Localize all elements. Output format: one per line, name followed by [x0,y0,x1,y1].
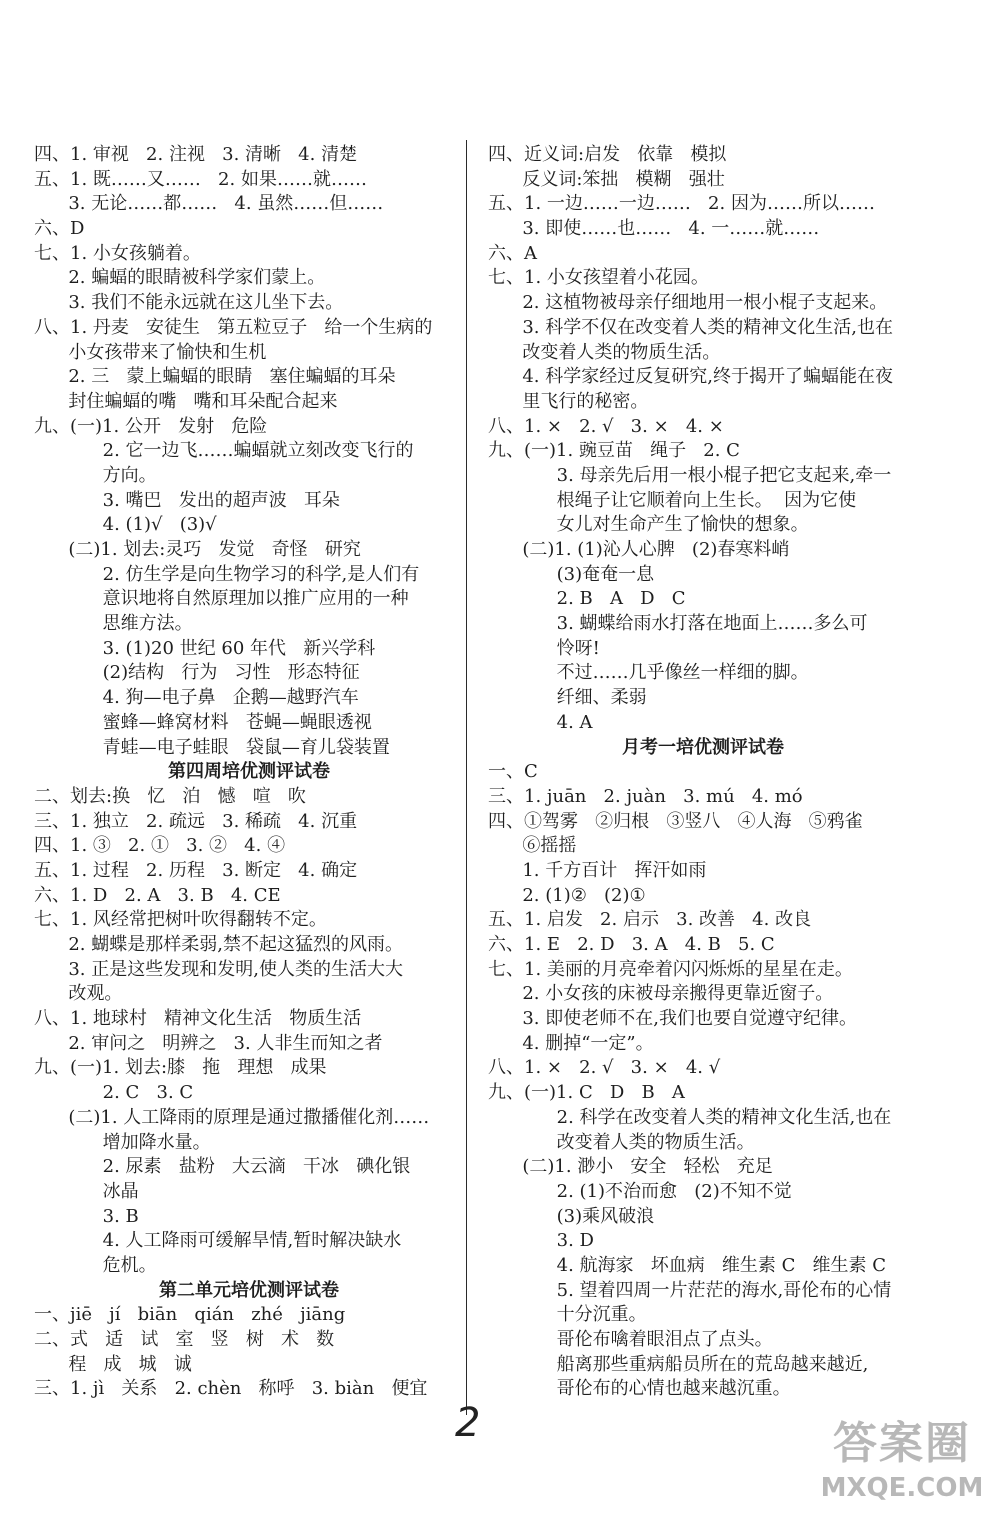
answer-line: 五、1. 启发 2. 启示 3. 改善 4. 改良 [488,909,812,931]
answer-line: 三、1. juān 2. juàn 3. mú 4. mó [488,785,803,807]
answer-line: 3. 嘴巴 发出的超声波 耳朵 [34,489,340,511]
answer-line: 2. C 3. C [34,1082,194,1104]
answer-line: 4. 人工降雨可缓解旱情,暂时解决缺水 [34,1230,402,1252]
answer-line: 2. (1)不治而愈 (2)不知不觉 [488,1180,792,1202]
answer-line: (2)结构 行为 习性 形态特征 [34,662,360,684]
answer-line: (二)1. 划去:灵巧 发觉 奇怪 研究 [34,539,361,560]
answer-line: 九、(一)1. 划去:膝 拖 理想 成果 [34,1057,327,1079]
answer-line: 2. 蝙蝠的眼睛被科学家们蒙上。 [34,267,326,289]
answer-line: 4. 科学家经过反复研究,终于揭开了蝙蝠能在夜 [488,366,893,388]
answer-line: 九、(一)1. 豌豆苗 绳子 2. C [488,440,740,462]
answer-line: 3. 即使……也…… 4. 一……就…… [488,218,820,240]
answer-line: 4. A [488,711,593,733]
answer-line: 增加降水量。 [34,1131,211,1153]
left-column [34,143,464,1402]
answer-line: (二)1. (1)沁人心脾 (2)春寒料峭 [488,539,790,560]
answer-line: 改变着人类的物质生活。 [488,341,721,363]
section-heading: 月考一培优测评试卷 [622,736,784,758]
answer-line: 八、1. 地球村 精神文化生活 物质生活 [34,1008,362,1030]
answer-line: 5. 望着四周一片茫茫的海水,哥伦布的心情 [488,1279,892,1301]
answer-line: 哥伦布噙着眼泪点了点头。 [488,1329,773,1350]
answer-line: 八、1. × 2. √ 3. × 4. × [488,415,724,437]
answer-line: 四、近义词:启发 依靠 模拟 [488,144,727,165]
section-heading: 第四周培优测评试卷 [168,761,330,783]
answer-line: 六、1. E 2. D 3. A 4. B 5. C [488,934,775,955]
answer-line: 女儿对生命产生了愉快的想象。 [488,514,809,536]
answer-line: 九、(一)1. C D B A [488,1082,685,1104]
answer-line: 2. 小女孩的床被母亲搬得更靠近窗子。 [488,983,834,1005]
answer-line: 船离那些重病船员所在的荒岛越来越近, [488,1353,869,1375]
answer-line: 不过……几乎像丝一样细的脚。 [488,662,809,684]
answer-line: (3)奄奄一息 [488,563,655,585]
answer-line: 2. 仿生学是向生物学习的科学,是人们有 [34,563,420,585]
answer-line: 2. 这植物被母亲仔细地用一根小棍子支起来。 [488,292,888,314]
answer-line: 4. 删掉“一定”。 [488,1032,654,1054]
answer-line: 1. 千方百计 挥汗如雨 [488,859,707,881]
answer-line: 2. 科学在改变着人类的精神文化生活,也在 [488,1106,892,1128]
answer-line: 2. (1)② (2)① [488,884,646,906]
answer-line: (3)乘风破浪 [488,1205,655,1227]
answer-line: 意识地将自然原理加以推广应用的一种 [34,588,409,610]
answer-line: 反义词:笨拙 模糊 强壮 [488,168,725,190]
answer-line: 2. 审问之 明辨之 3. 人非生而知之者 [34,1032,383,1054]
answer-line: 思维方法。 [34,613,193,635]
answer-line: 2. 它一边飞……蝙蝠就立刻改变飞行的 [34,440,414,462]
answer-line: 三、1. jì 关系 2. chèn 称呼 3. biàn 便宜 [34,1378,428,1400]
answer-line: 八、1. × 2. √ 3. × 4. √ [488,1057,721,1079]
answer-line: 七、1. 小女孩躺着。 [34,242,201,264]
answer-line: 五、1. 过程 2. 历程 3. 断定 4. 确定 [34,859,358,881]
answer-line: 七、1. 美丽的月亮牵着闪闪烁烁的星星在走。 [488,958,853,980]
answer-line: 3. B [34,1205,139,1227]
answer-line: 改观。 [34,983,123,1005]
page-number: 2 [455,1400,481,1446]
answer-line: 九、(一)1. 公开 发射 危险 [34,415,268,437]
answer-line: 怜呀! [488,637,600,659]
answer-line: 小女孩带来了愉快和生机 [34,341,267,363]
answer-line: 3. 即使老师不在,我们也要自觉遵守纪律。 [488,1008,857,1030]
answer-line: 封住蝙蝠的嘴 嘴和耳朵配合起来 [34,390,338,412]
answer-line: 2. 三 蒙上蝙蝠的眼睛 塞住蝙蝠的耳朵 [34,366,396,388]
answer-line: 五、1. 既……又…… 2. 如果……就…… [34,168,367,190]
answer-line: 3. 科学不仅在改变着人类的精神文化生活,也在 [488,316,893,338]
answer-line: 2. B A D C [488,588,686,610]
right-column [488,143,918,1402]
answer-line: 冰晶 [34,1180,139,1202]
answer-line: 六、1. D 2. A 3. B 4. CE [34,884,281,906]
answer-line: 八、1. 丹麦 安徒生 第五粒豆子 给一个生病的 [34,316,433,338]
answer-line: 六、A [488,242,537,264]
answer-line: 危机。 [34,1254,157,1276]
answer-line: 七、1. 风经常把树叶吹得翻转不定。 [34,909,327,931]
answer-line: 二、划去:换 忆 泊 憾 喧 吹 [34,785,306,807]
answer-line: 3. 母亲先后用一根小棍子把它支起来,牵一 [488,464,892,486]
answer-line: 3. D [488,1230,594,1252]
column-divider [466,140,467,1415]
answer-line: 2. 蝴蝶是那样柔弱,禁不起这猛烈的风雨。 [34,934,403,955]
answer-line: 3. 正是这些发现和发明,使人类的生活大大 [34,958,403,980]
watermark-domain: MXQE.COM [820,1473,984,1503]
answer-line: 根绳子让它顺着向上生长。 因为它使 [488,489,857,511]
answer-line: 四、1. ③ 2. ① 3. ② 4. ④ [34,835,286,857]
answer-line: 蜜蜂—蜂窝材料 苍蝇—蝇眼透视 [34,711,372,733]
answer-line: 六、D [34,218,85,240]
answer-line: 3. 无论……都…… 4. 虽然……但…… [34,193,384,215]
answer-line: 改变着人类的物质生活。 [488,1131,755,1153]
answer-line: (二)1. 渺小 安全 轻松 充足 [488,1156,773,1178]
answer-line: 四、①驾雾 ②归根 ③竖八 ④人海 ⑤鸦雀 [488,810,863,832]
answer-line: 七、1. 小女孩望着小花园。 [488,267,709,289]
answer-line: 十分沉重。 [488,1304,647,1326]
answer-line: 里飞行的秘密。 [488,390,649,412]
answer-line: 方向。 [34,464,157,486]
answer-line: 程 成 城 诚 [34,1353,192,1375]
answer-line: 四、1. 审视 2. 注视 3. 清晰 4. 清楚 [34,144,358,165]
answer-line: 五、1. 一边……一边…… 2. 因为……所以…… [488,193,875,215]
answer-line: 4. 狗—电子鼻 企鹅—越野汽车 [34,687,359,709]
watermark-logo [812,1415,992,1510]
answer-line: 3. 我们不能永远就在这儿坐下去。 [34,292,344,314]
answer-line: 青蛙—电子蛙眼 袋鼠—育儿袋装置 [34,736,390,758]
answer-line: 哥伦布的心情也越来越沉重。 [488,1378,791,1400]
answer-line: 4. 航海家 坏血病 维生素 C 维生素 C [488,1254,887,1276]
answer-line: (二)1. 人工降雨的原理是通过撒播催化剂…… [34,1106,430,1128]
answer-line: 一、jiē jí biān qián zhé jiāng [34,1304,346,1326]
answer-line: 3. 蝴蝶给雨水打落在地面上……多么可 [488,613,868,635]
section-heading: 第二单元培优测评试卷 [159,1279,339,1301]
answer-line: 4. (1)√ (3)√ [34,514,217,536]
answer-line: 二、式 适 试 室 竖 树 术 数 [34,1329,335,1350]
watermark-logo-text: 答案圈 [833,1418,971,1469]
answer-line: 三、1. 独立 2. 疏远 3. 稀疏 4. 沉重 [34,810,358,832]
answer-line: 3. (1)20 世纪 60 年代 新兴学科 [34,637,376,659]
answer-line: 纤细、柔弱 [488,687,647,709]
answer-line: 一、C [488,761,538,783]
answer-line: 2. 尿素 盐粉 大云滴 干冰 碘化银 [34,1156,411,1178]
answer-line: ⑥摇摇 [488,835,577,857]
